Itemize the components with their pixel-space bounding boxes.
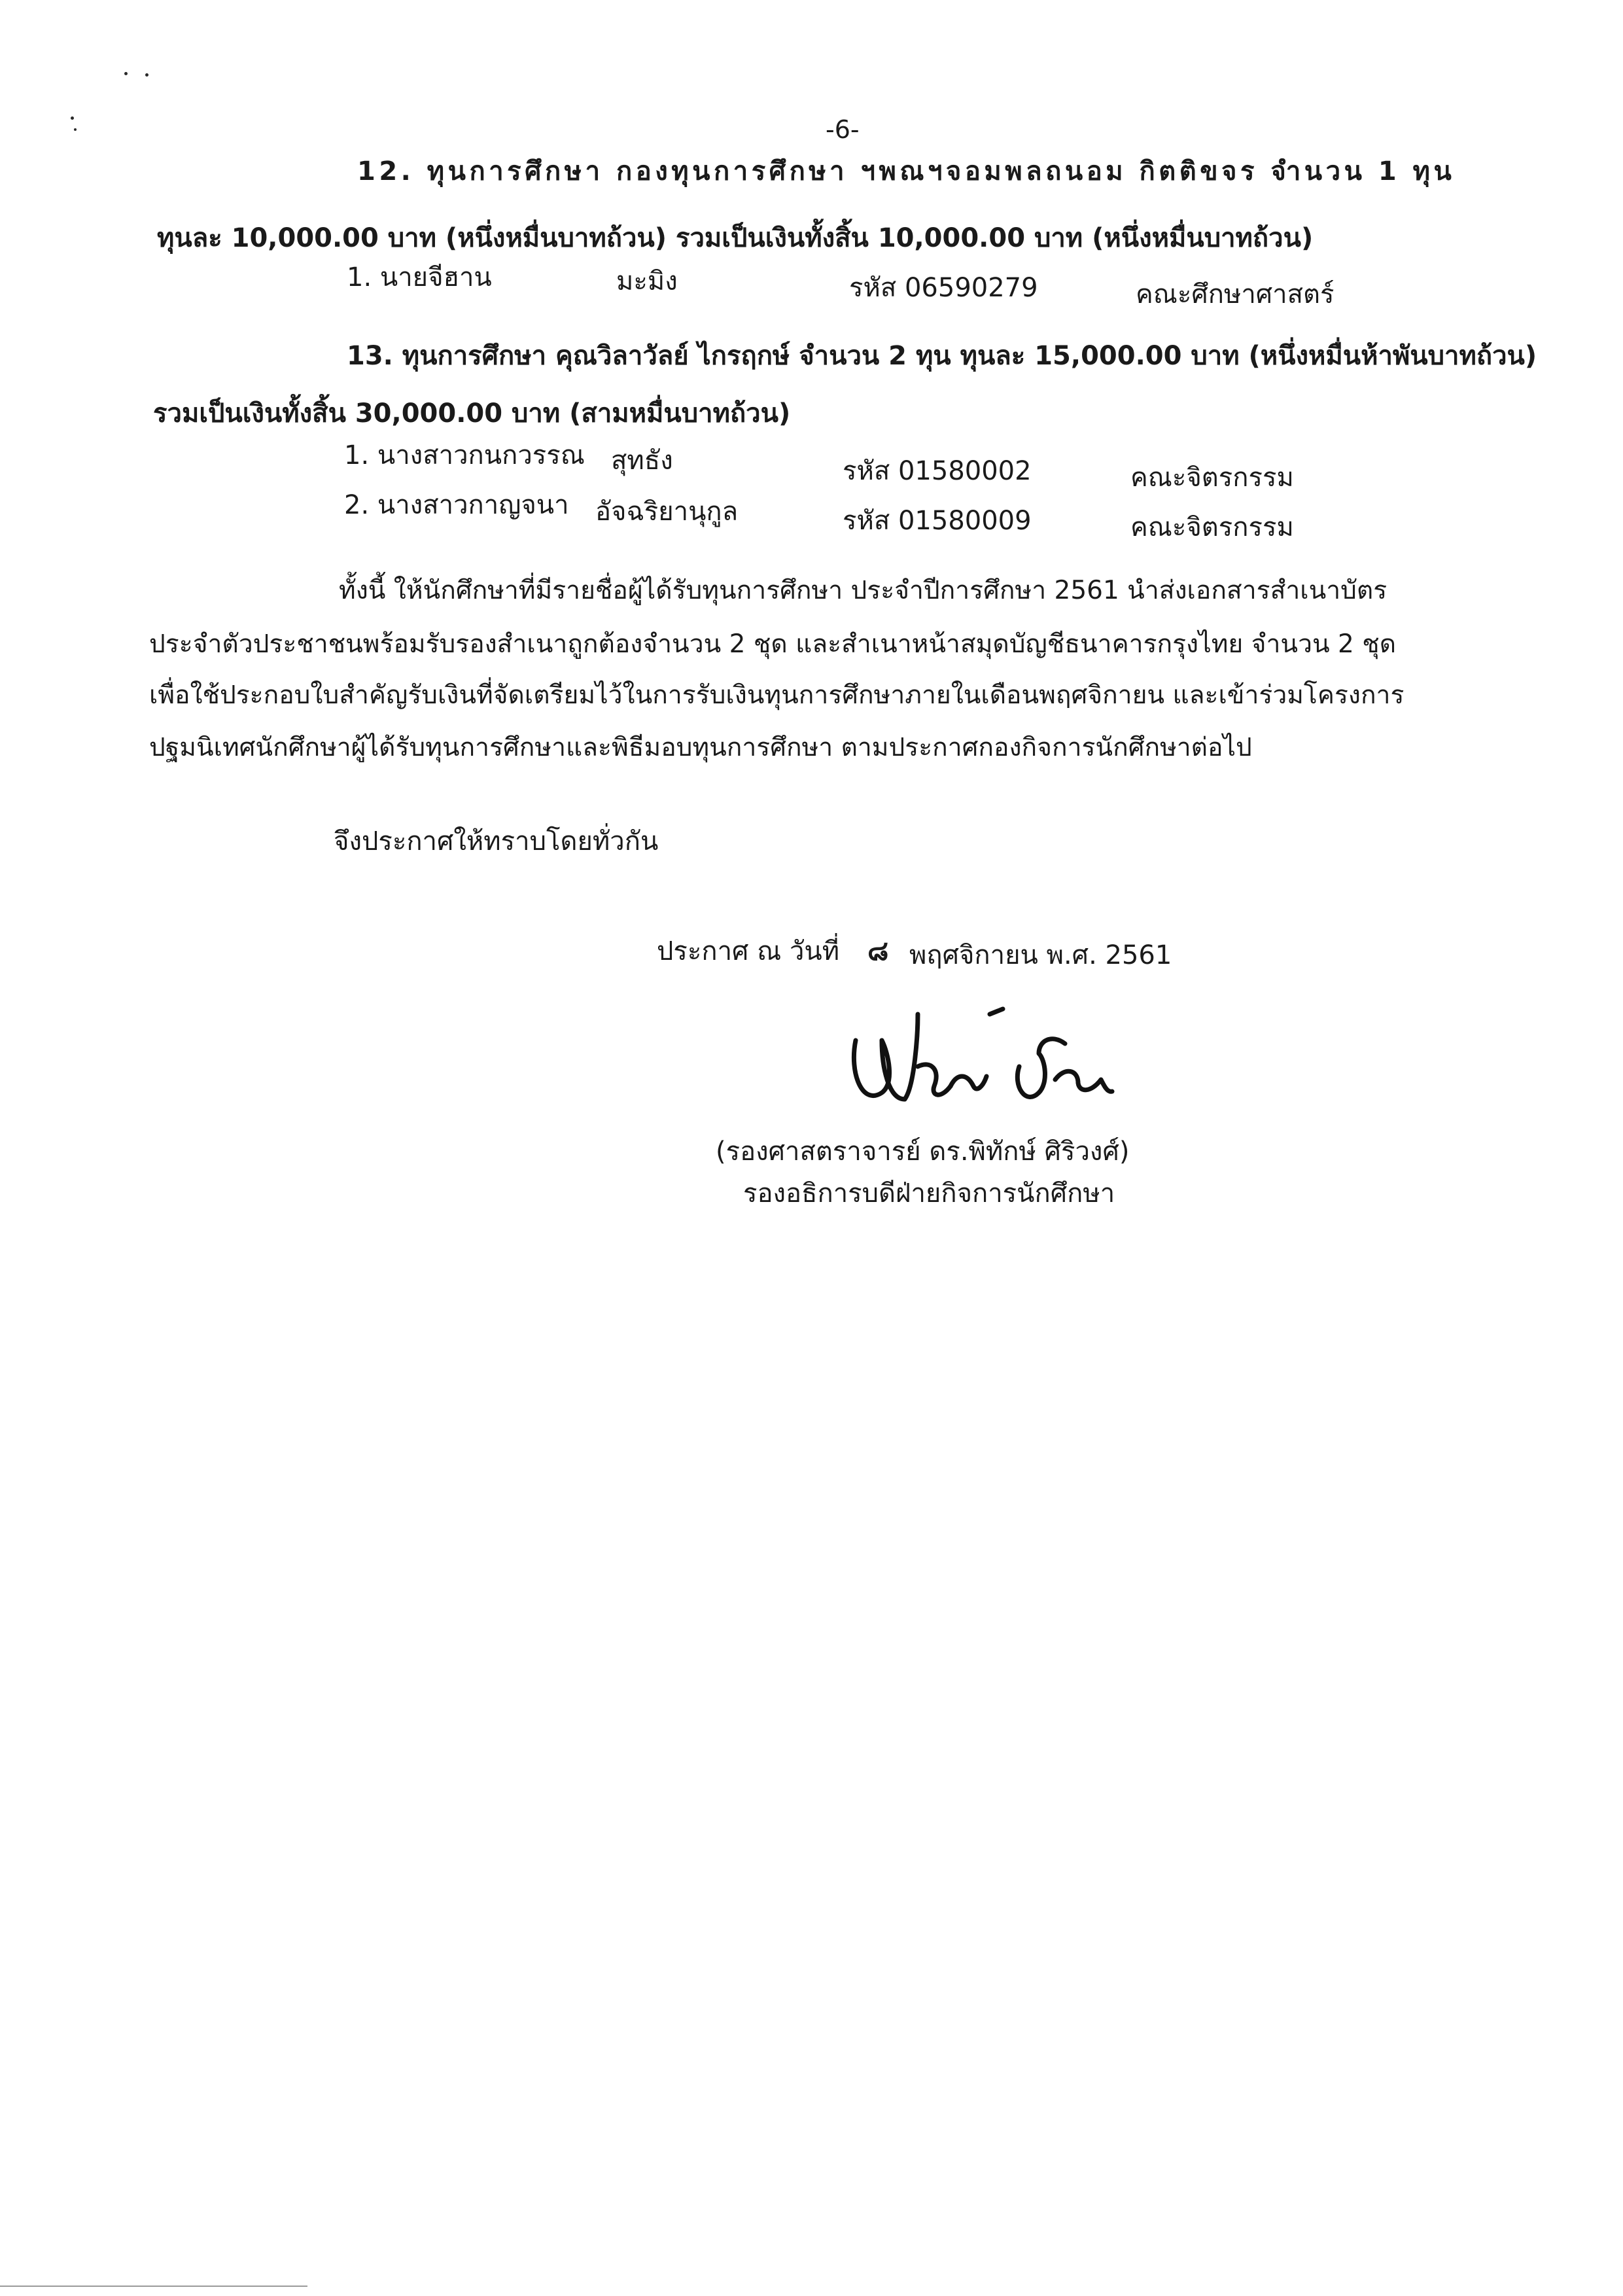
recipient-faculty: คณะจิตรกรรม — [1130, 512, 1294, 542]
scan-speck — [71, 116, 74, 120]
date-day: ๘ — [867, 934, 889, 966]
recipient-name: 2. นางสาวกาญจนา — [344, 490, 569, 520]
recipient-faculty: คณะศึกษาศาสตร์ — [1136, 279, 1335, 309]
notice-line: ประจำตัวประชาชนพร้อมรับรองสำเนาถูกต้องจำนวน 2 ชุด และสำเนาหน้าสมุดบัญชีธนาคารกรุงไทย จำนวน 2 ชุด — [149, 629, 1397, 659]
scholarship-13-amount: รวมเป็นเงินทั้งสิ้น 30,000.00 บาท (สามหมื่นบาทถ้วน) — [153, 398, 791, 429]
recipient-faculty: คณะจิตรกรรม — [1130, 463, 1294, 493]
scholarship-12-amount: ทุนละ 10,000.00 บาท (หนึ่งหมื่นบาทถ้วน) รวมเป็นเงินทั้งสิ้น 10,000.00 บาท (หนึ่งหมื่นบาทถ้วน) — [157, 223, 1314, 253]
recipient-code: รหัส 06590279 — [849, 273, 1038, 303]
signatory-position: รองอธิการบดีฝ่ายกิจการนักศึกษา — [743, 1178, 1115, 1209]
scan-speck — [74, 128, 77, 131]
recipient-code: รหัส 01580009 — [843, 506, 1032, 536]
closing-statement: จึงประกาศให้ทราบโดยทั่วกัน — [334, 826, 659, 857]
date-month-year: พฤศจิกายน พ.ศ. 2561 — [909, 940, 1172, 970]
recipient-surname: มะมิง — [616, 266, 678, 296]
scholarship-13-title: 13. ทุนการศึกษา คุณวิลาวัลย์ ไกรฤกษ์ จำนวน 2 ทุน ทุนละ 15,000.00 บาท (หนึ่งหมื่นห้าพันบาทถ้วน) — [347, 341, 1537, 371]
notice-line: ทั้งนี้ ให้นักศึกษาที่มีรายชื่อผู้ได้รับทุนการศึกษา ประจำปีการศึกษา 2561 นำส่งเอกสารสำเนาบัตร — [339, 576, 1387, 605]
date-prefix: ประกาศ ณ วันที่ — [657, 936, 840, 966]
recipient-code: รหัส 01580002 — [843, 456, 1032, 486]
recipient-surname: อัจฉริยานุกูล — [595, 497, 739, 527]
scholarship-12-title: 12. ทุนการศึกษา กองทุนการศึกษา ฯพณฯจอมพลถนอม กิตติขจร จำนวน 1 ทุน — [357, 156, 1456, 186]
recipient-surname: สุทธัง — [611, 446, 673, 476]
scan-speck — [145, 73, 148, 77]
recipient-name: 1. นางสาวกนกวรรณ — [344, 440, 585, 470]
scan-speck — [124, 72, 128, 75]
notice-line: เพื่อใช้ประกอบใบสำคัญรับเงินที่จัดเตรียมไว้ในการรับเงินทุนการศึกษาภายในเดือนพฤศจิกายน และเข้าร่วมโครงการ — [149, 680, 1405, 710]
page-number: -6- — [826, 115, 860, 144]
notice-line: ปฐมนิเทศนักศึกษาผู้ได้รับทุนการศึกษาและพิธีมอบทุนการศึกษา ตามประกาศกองกิจการนักศึกษาต่อไป — [149, 733, 1252, 762]
signatory-name: (รองศาสตราจารย์ ดร.พิทักษ์ ศิริวงศ์) — [716, 1137, 1130, 1167]
recipient-name: 1. นายจีฮาน — [347, 262, 492, 292]
signature-image — [843, 995, 1117, 1125]
scan-edge-line — [0, 2286, 307, 2287]
